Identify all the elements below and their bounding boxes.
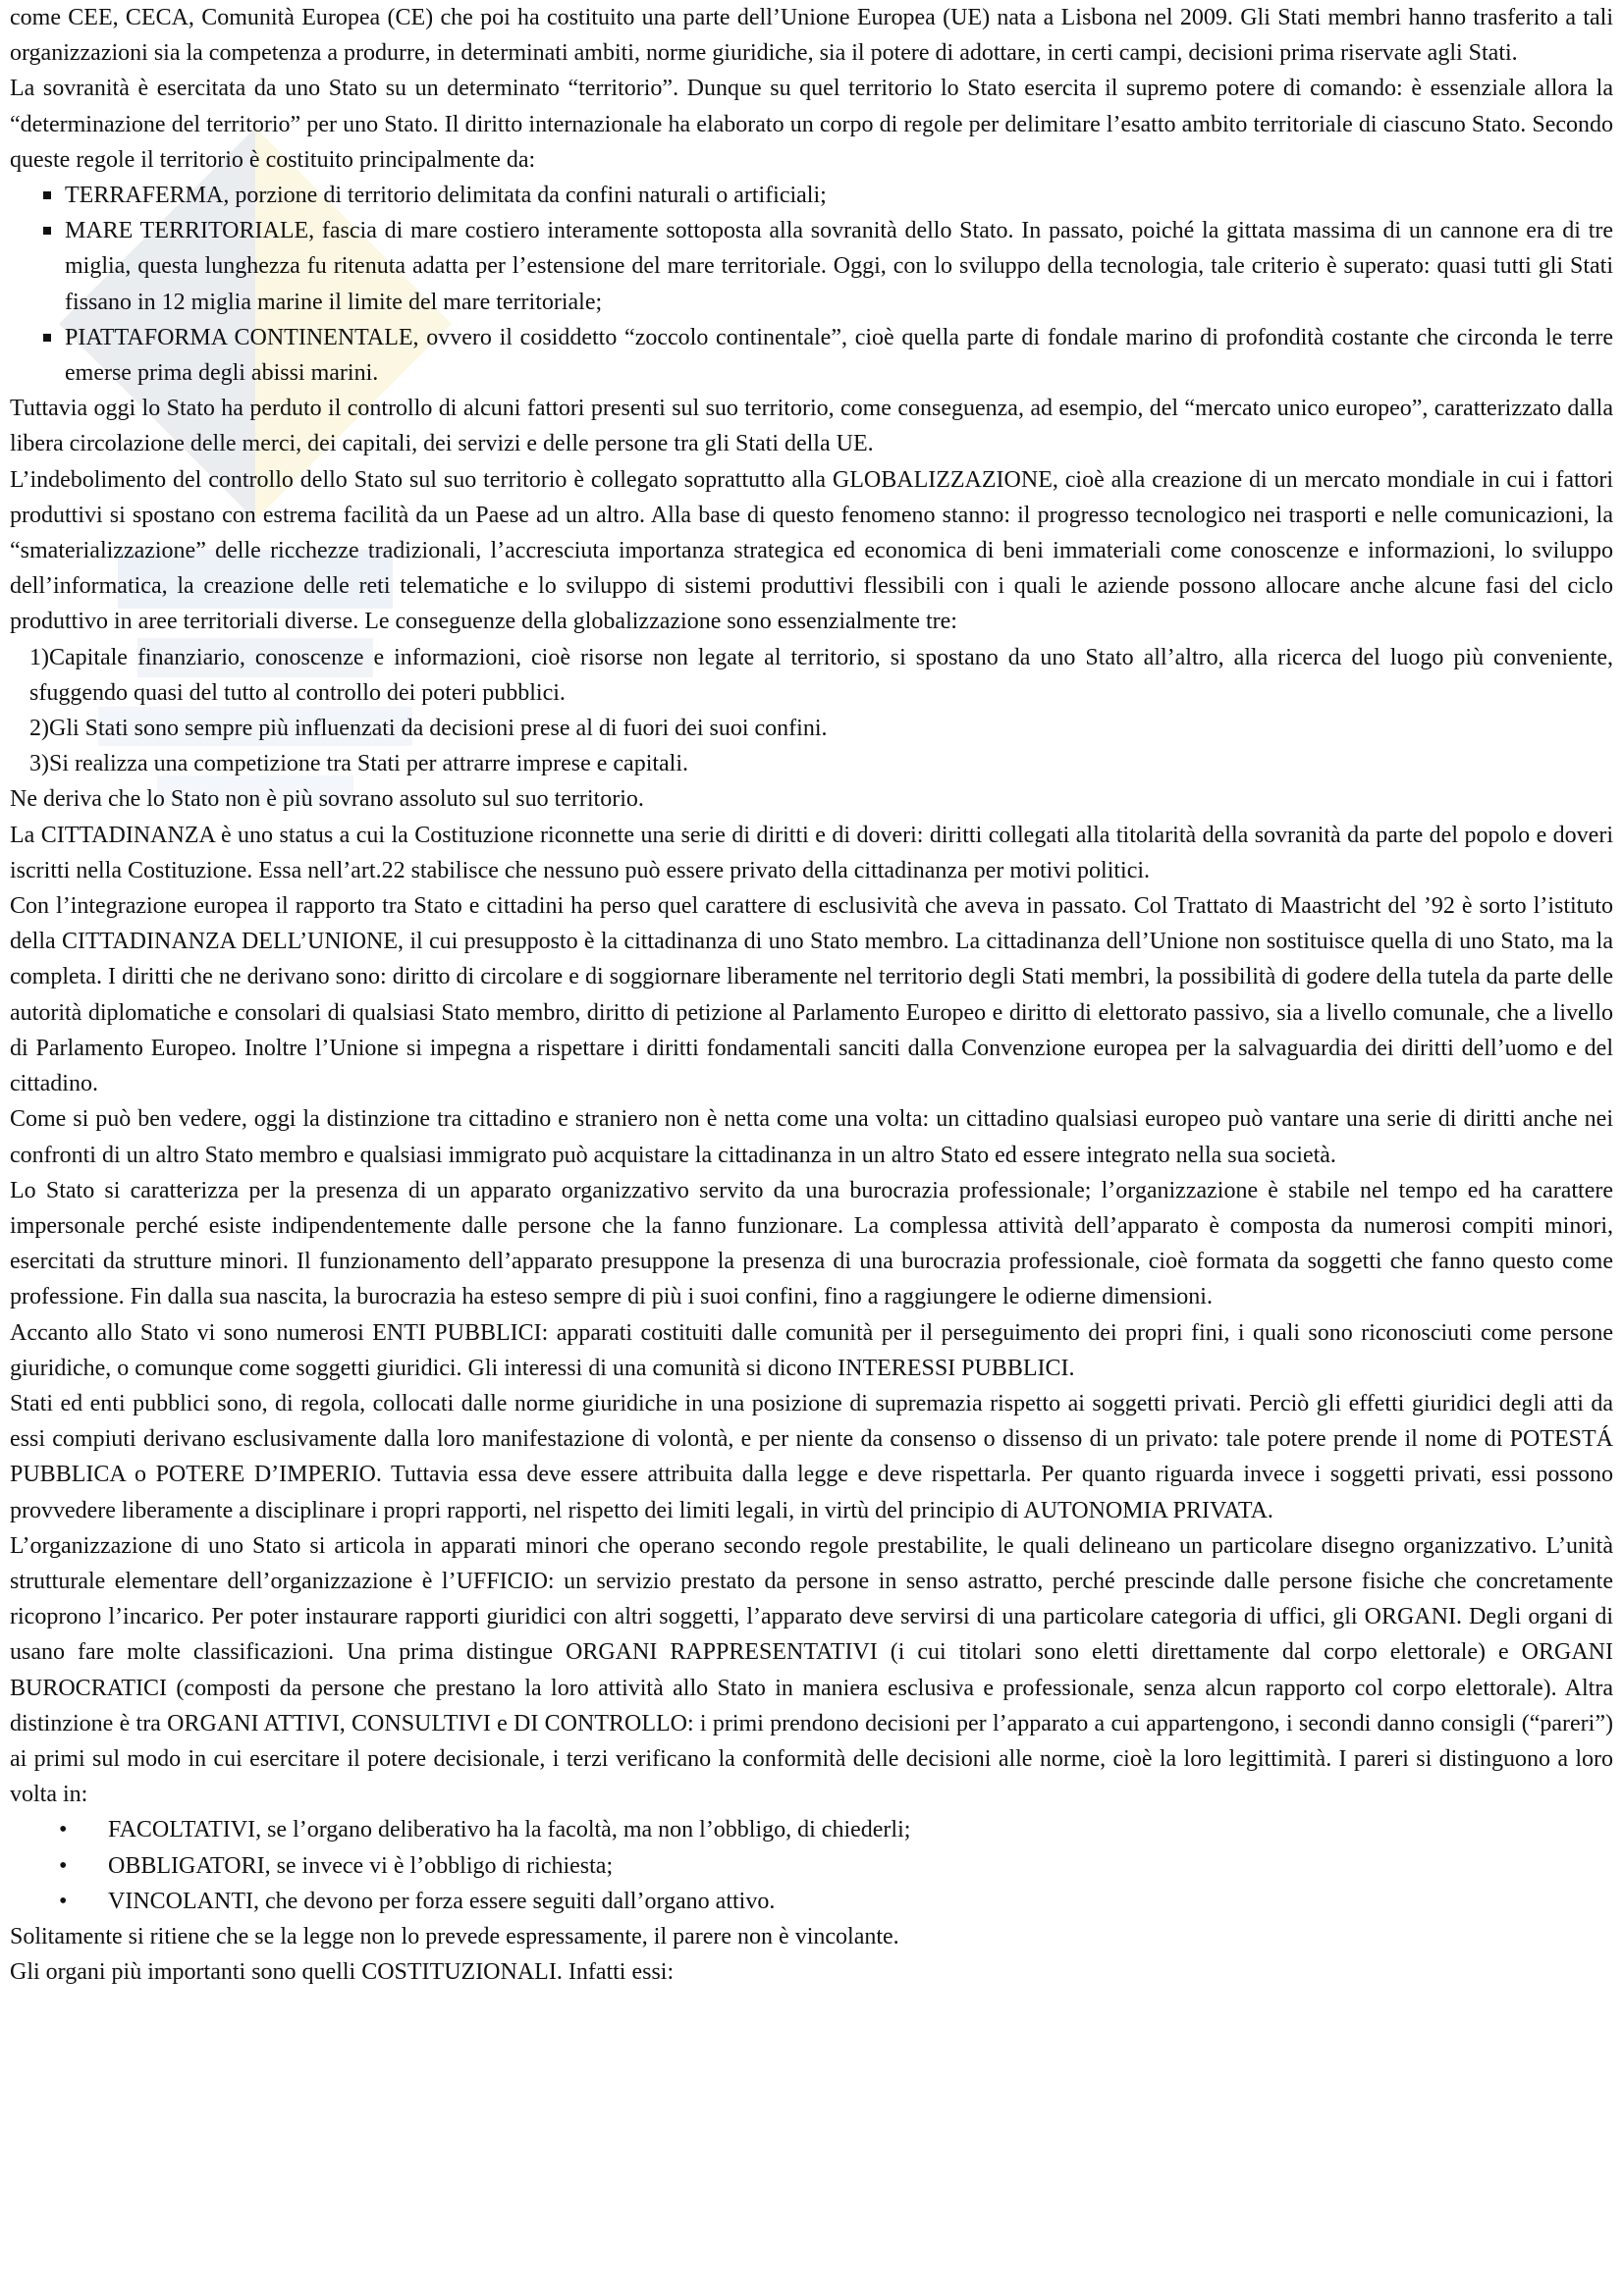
paragraph: Con l’integrazione europea il rapporto tra Stato e cittadini ha perso quel carattere di esclusività che aveva in passato. Col Trattato di Maastricht del ’92 è sorto l’istituto della CITTADINANZA DELL’UNIONE, il cui presupposto è la cittadinanza di uno Stato membro. La cittadinanza dell’Unione non sostituisce quella di uno Stato, ma la completa. I diritti che ne derivano sono: diritto di circolare e di soggiornare liberamente nel territorio degli Stati membri, la possibilità di godere della tutela da parte delle autorità diplomatiche e consolari di qualsiasi Stato membro, diritto di petizione al Parlamento Europeo e diritto di elettorato passivo, sia a livello comunale, che a livello di Parlamento Europeo. Inoltre l’Unione si impegna a rispettare i diritti fondamentali sanciti dalla Convenzione europea per la salvaguardia dei diritti dell’uomo e del cittadino. [10,893,1613,1097]
paragraph: La CITTADINANZA è uno status a cui la Costituzione riconnette una serie di diritti e di doveri: diritti collegati alla titolarità della sovranità da parte del popolo e doveri iscritti nella Costituzione. Essa nell’art.22 stabilisce che nessuno può essere privato della cittadinanza per motivi politici. [10,822,1613,883]
paragraph: Tuttavia oggi lo Stato ha perduto il controllo di alcuni fattori presenti sul suo territorio, come conseguenza, ad esempio, del “mercato unico europeo”, caratterizzato dalla libera circolazione delle merci, dei capitali, dei servizi e delle persone tra gli Stati della UE. [10,396,1613,457]
consequences-list [10,640,1613,782]
paragraph: L’indebolimento del controllo dello Stato sul suo territorio è collegato soprattutto alla GLOBALIZZAZIONE, cioè alla creazione di un mercato mondiale in cui i fattori produttivi si spostano con estrema facilità da un Paese ad un altro. Alla base di questo fenomeno stanno: il progresso tecnologico nei trasporti e nelle comunicazioni, la “smaterializzazione” delle ricchezze tradizionali, l’accresciuta importanza strategica ed economica di beni immateriali come conoscenze e informazioni, lo sviluppo dell’informatica, la creazione delle reti telematiche e lo sviluppo di sistemi produttivi flessibili con i quali le aziende possono allocare anche alcune fasi del ciclo produttivo in aree territoriali diverse. Le conseguenze della globalizzazione sono essenzialmente tre: [10,466,1613,635]
paragraph: come CEE, CECA, Comunità Europea (CE) che poi ha costituito una parte dell’Unione Europea (UE) nata a Lisbona nel 2009. Gli Stati membri hanno trasferito a tali organizzazioni sia la competenza a produrre, in determinati ambiti, norme giuridiche, sia il potere di adottare, in certi campi, decisioni prima riservate agli Stati. [10,5,1613,67]
paragraph: La sovranità è esercitata da uno Stato su un determinato “territorio”. Dunque su quel territorio lo Stato esercita il supremo potere di comando: è essenziale allora la “determinazione del territorio” per uno Stato. Il diritto internazionale ha elaborato un corpo di regole per delimitare l’esatto ambito territoriale di ciascuno Stato. Secondo queste regole il territorio è costituito principalmente da: [10,76,1613,173]
paragraph: L’organizzazione di uno Stato si articola in apparati minori che operano secondo regole prestabilite, le quali delineano un particolare disegno organizzativo. L’unità strutturale elementare dell’organizzazione è l’UFFICIO: un servizio prestato da persone in senso astratto, perché prescinde dalle persone fisiche che concretamente ricoprono l’incarico. Per poter instaurare rapporti giuridici con altri soggetti, l’apparato deve servirsi di una particolare categoria di uffici, gli ORGANI. Degli organi di usano fare molte classificazioni. Una prima distingue ORGANI RAPPRESENTATIVI (i cui titolari sono eletti direttamente dal corpo elettorale) e ORGANI BUROCRATICI (composti da persone che prestano la loro attività allo Stato in maniera esclusiva e professionale, senza alcun rapporto col corpo elettorale). Altra distinzione è tra ORGANI ATTIVI, CONSULTIVI e DI CONTROLLO: i primi prendono decisioni per l’apparato a cui appartengono, i secondi danno consigli (“pareri”) ai primi sul modo in cui esercitare il potere decisionale, i terzi verificano la conformità delle decisioni alle norme, cioè la loro legittimità. I pareri si distinguono a loro volta in: [10,1532,1613,1808]
document-page [10,0,1613,1990]
paragraph: Solitamente si ritiene che se la legge non lo prevede espressamente, il parere non è vincolante. [10,1923,899,1949]
opinions-list [10,1812,1613,1919]
list-item: TERRAFERMA, porzione di territorio delimitata da confini naturali o artificiali; [10,178,1613,213]
paragraph: Lo Stato si caratterizza per la presenza di un apparato organizzativo servito da una burocrazia professionale; l’organizzazione è stabile nel tempo ed ha carattere impersonale perché esiste indipendentemente dalle persone che la fanno funzionare. La complessa attività dell’apparato è composta da numerosi compiti minori, esercitati da strutture minori. Il funzionamento dell’apparato presuppone la presenza di una burocrazia professionale, cioè formata da soggetti che fanno questo come professione. Fin dalla sua nascita, la burocrazia ha esteso sempre di più i suoi confini, fino a raggiungere le odierne dimensioni. [10,1177,1613,1310]
list-item: MARE TERRITORIALE, fascia di mare costiero interamente sottoposta alla sovranità dello Stato. In passato, poiché la gittata massima di un cannone era di tre miglia, questa lunghezza fu ritenuta adatta per l’estensione del mare territoriale. Oggi, con lo sviluppo della tecnologia, tale criterio è superato: quasi tutti gli Stati fissano in 12 miglia marine il limite del mare territoriale; [10,213,1613,320]
list-item: PIATTAFORMA CONTINENTALE, ovvero il cosiddetto “zoccolo continentale”, cioè quella parte di fondale marino di profondità costante che circonda le terre emerse prima degli abissi marini. [10,320,1613,391]
list-item: • FACOLTATIVI, se l’organo deliberativo ha la facoltà, ma non l’obbligo, di chiederli; [10,1812,1613,1847]
paragraph: Come si può ben vedere, oggi la distinzione tra cittadino e straniero non è netta come una volta: un cittadino qualsiasi europeo può vantare una serie di diritti anche nei confronti di un altro Stato membro e qualsiasi immigrato può acquistare la cittadinanza in un altro Stato ed essere integrato nella sua società. [10,1106,1613,1168]
paragraph: Accanto allo Stato vi sono numerosi ENTI PUBBLICI: apparati costituiti dalle comunità per il perseguimento dei propri fini, i quali sono riconosciuti come persone giuridiche, o comunque come soggetti giuridici. Gli interessi di una comunità si dicono INTERESSI PUBBLICI. [10,1319,1613,1381]
list-item: • VINCOLANTI, che devono per forza essere seguiti dall’organo attivo. [10,1884,1613,1919]
list-item: 2)Gli Stati sono sempre più influenzati da decisioni prese al di fuori dei suoi confini. [29,716,828,742]
territory-list [10,178,1613,391]
list-item: 3)Si realizza una competizione tra Stati per attrarre imprese e capitali. [29,751,689,777]
paragraph: Stati ed enti pubblici sono, di regola, collocati dalle norme giuridiche in una posizione di supremazia rispetto ai soggetti privati. Perciò gli effetti giuridici degli atti da essi compiuti derivano esclusivamente dalla loro manifestazione di volontà, e per niente da consenso o dissenso di un privato: tale potere prende il nome di POTESTÁ PUBBLICA o POTERE D’IMPERIO. Tuttavia essa deve essere attribuita dalla legge e deve rispettarla. Per quanto riguarda invece i soggetti privati, essi possono provvedere liberamente a disciplinare i propri rapporti, nel rispetto dei limiti legali, in virtù del principio di AUTONOMIA PRIVATA. [10,1390,1613,1523]
list-item: • OBBLIGATORI, se invece vi è l’obbligo di richiesta; [10,1848,1613,1884]
paragraph: Gli organi più importanti sono quelli COSTITUZIONALI. Infatti essi: [10,1959,675,1986]
paragraph: Ne deriva che lo Stato non è più sovrano assoluto sul suo territorio. [10,786,644,813]
list-item: 1)Capitale finanziario, conoscenze e informazioni, cioè risorse non legate al territorio, si spostano da uno Stato all’altro, alla ricerca del luogo più conveniente, sfuggendo quasi del tutto al controllo dei poteri pubblici. [29,644,1613,706]
